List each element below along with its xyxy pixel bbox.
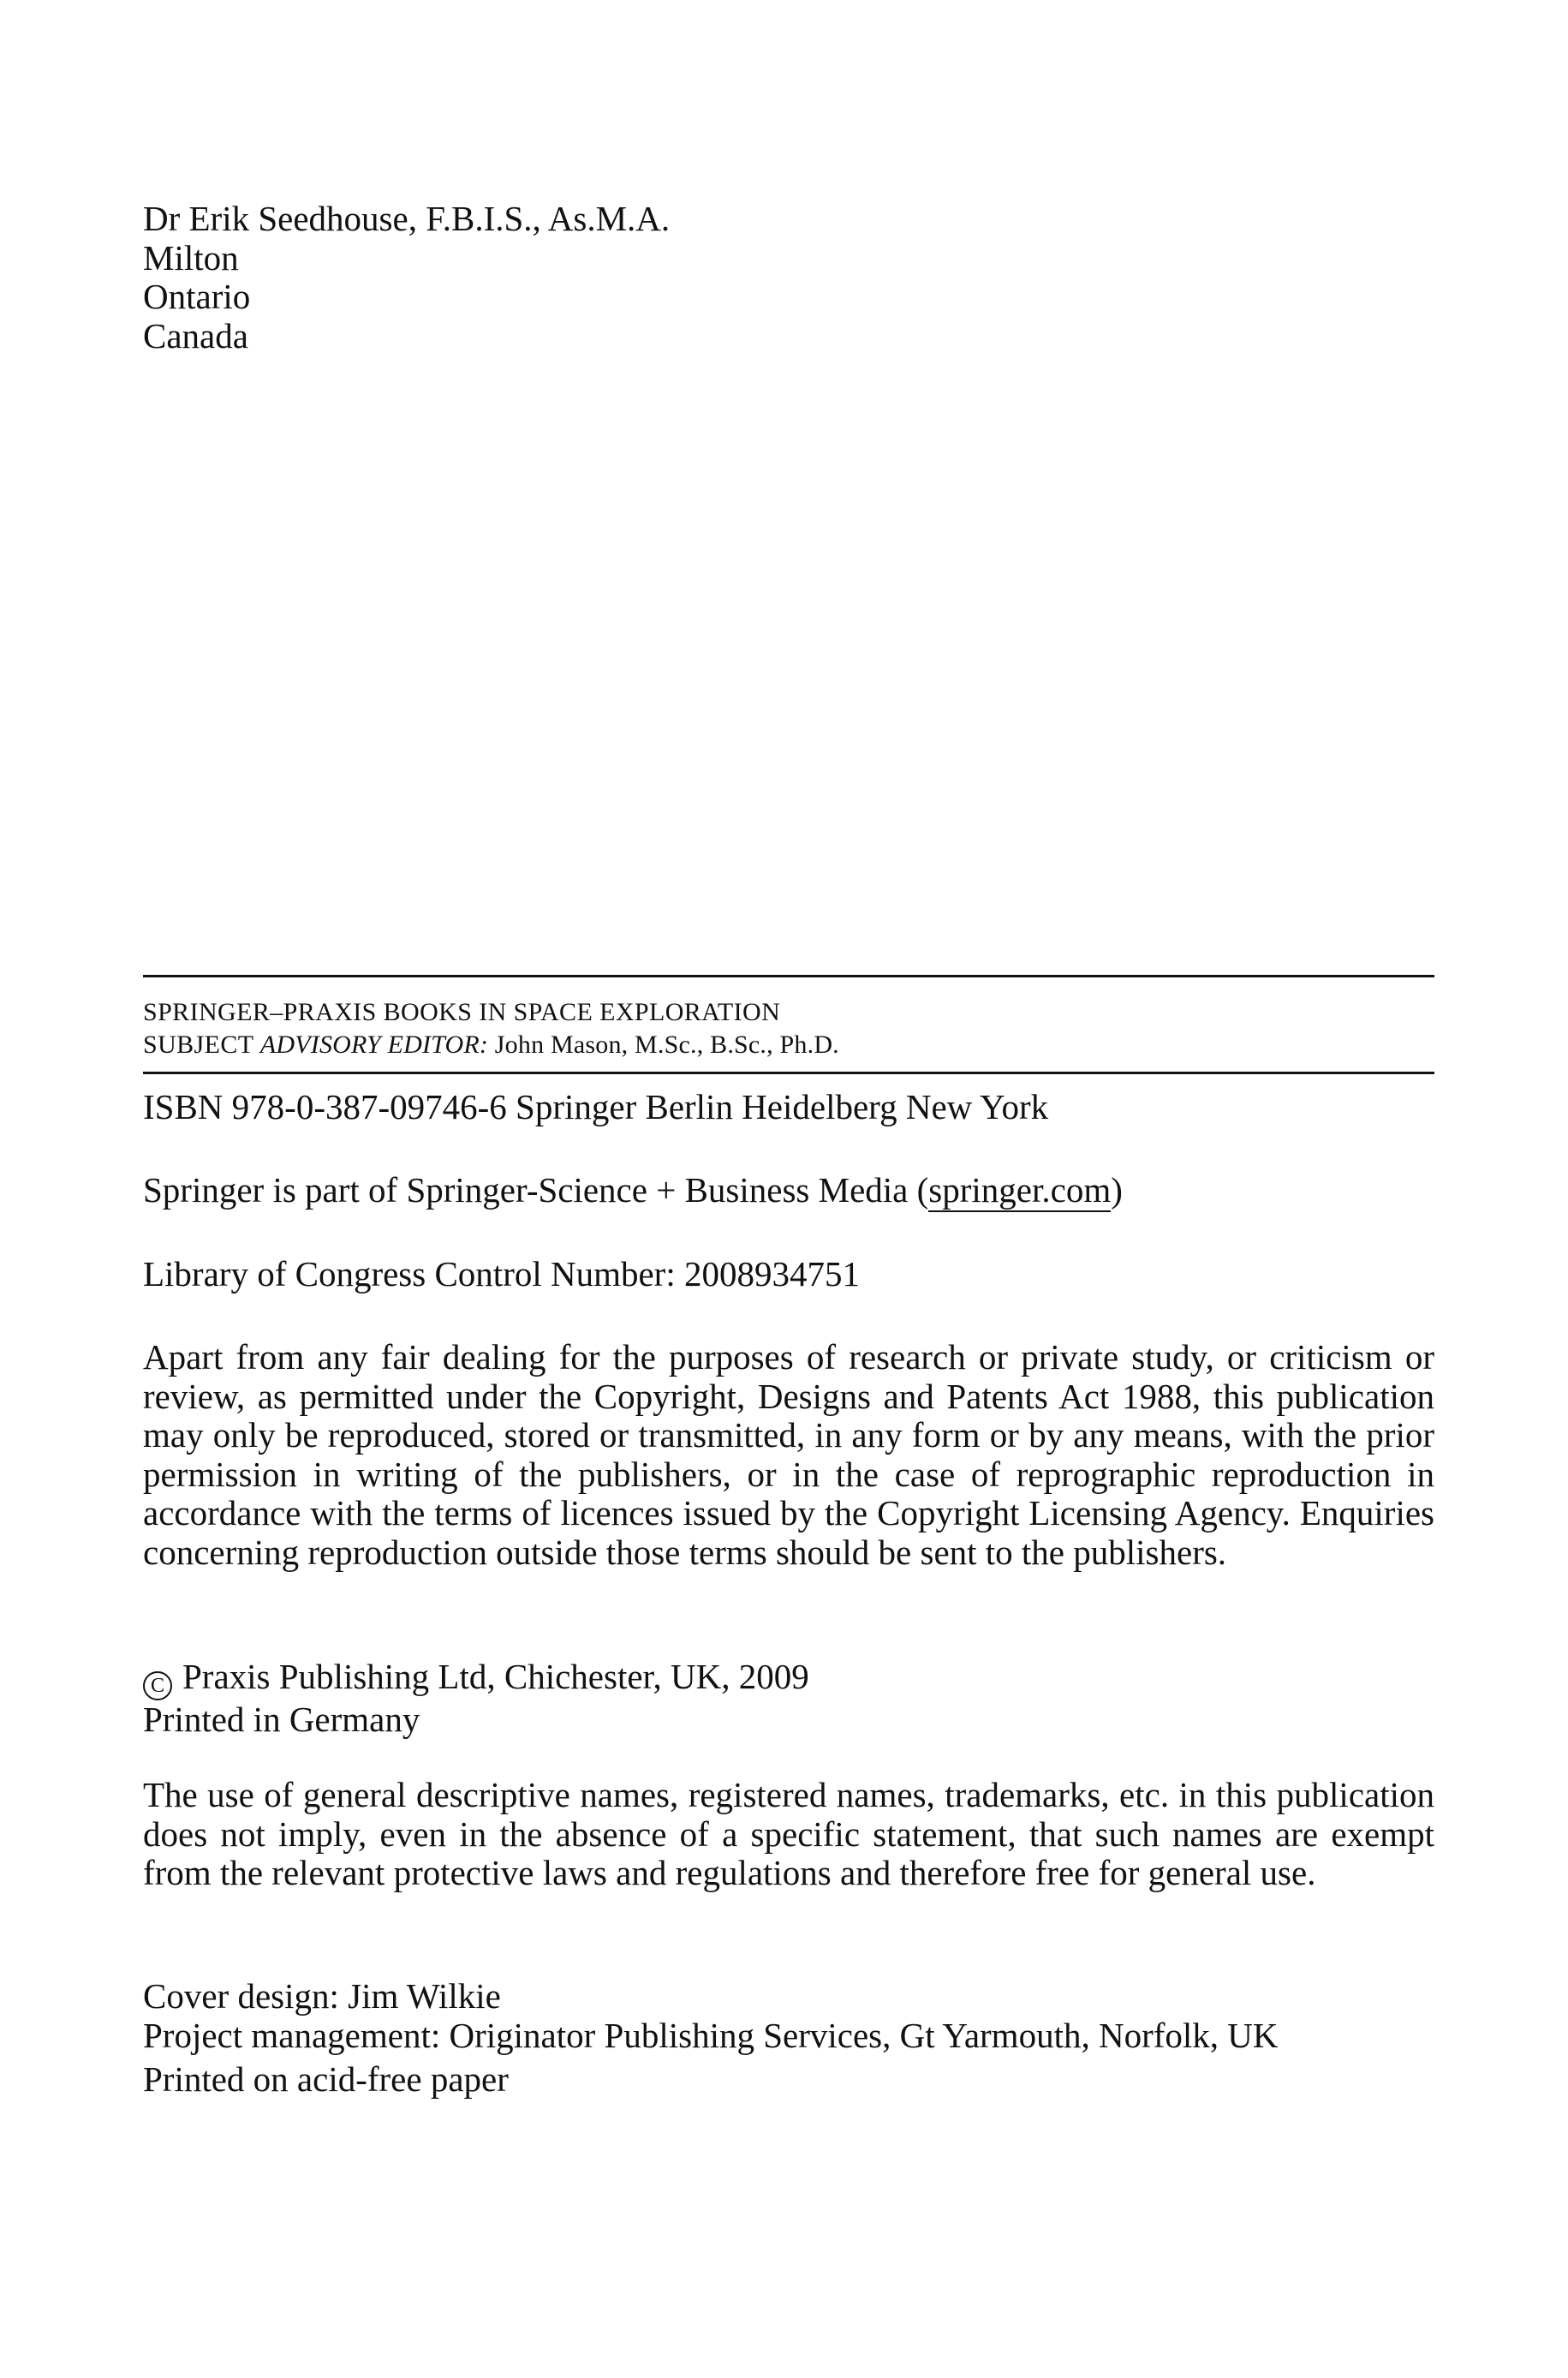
cover-design-credit: Cover design: Jim Wilkie <box>143 1976 501 2016</box>
series-block <box>143 996 1434 1061</box>
series-top-rule <box>143 975 1434 977</box>
author-block <box>143 200 1434 356</box>
copyright-page <box>143 0 1434 2378</box>
project-management-credit: Project management: Originator Publishing Services, Gt Yarmouth, Norfolk, UK <box>143 2015 1279 2055</box>
copyright-line <box>143 1658 1434 1700</box>
disclaimer-paragraph: The use of general descriptive names, registered names, trademarks, etc. in this publication does not imply, even in the absence of a specific statement, that such names are exempt from the relevant protective laws and regulations and therefore free for general use. <box>143 1775 1434 1892</box>
series-editor-line <box>143 1029 1434 1061</box>
loc-control-number: Library of Congress Control Number: 2008934751 <box>143 1254 860 1294</box>
isbn-line: ISBN 978-0-387-09746-6 Springer Berlin Heidelberg New York <box>143 1087 1049 1126</box>
springer-close-paren: ) <box>1111 1170 1123 1210</box>
author-province: Ontario <box>143 277 251 316</box>
author-country: Canada <box>143 315 248 356</box>
copyright-text: Praxis Publishing Ltd, Chichester, UK, 2009 <box>182 1657 809 1696</box>
printed-in-line: Printed in Germany <box>143 1700 420 1739</box>
series-title: SPRINGER–PRAXIS BOOKS IN SPACE EXPLORATION <box>143 998 781 1026</box>
copyright-icon: C <box>143 1671 172 1700</box>
credits-block <box>143 1977 1434 2055</box>
series-bottom-rule <box>143 1072 1434 1074</box>
acid-free-paper-note: Printed on acid-free paper <box>143 2059 509 2099</box>
author-name: Dr Erik Seedhouse, F.B.I.S., As.M.A. <box>143 199 671 238</box>
springer-line <box>143 1171 1434 1210</box>
author-city: Milton <box>143 237 239 278</box>
series-editor-label: ADVISORY EDITOR: <box>259 1031 489 1059</box>
springer-text: Springer is part of Springer-Science + Business Media ( <box>143 1170 929 1210</box>
copyright-block <box>143 1658 1434 1740</box>
series-editor-name: John Mason, M.Sc., B.Sc., Ph.D. <box>488 1031 839 1059</box>
springer-link[interactable]: springer.com <box>928 1170 1111 1212</box>
series-subject-prefix: SUBJECT <box>143 1031 260 1059</box>
rights-paragraph: Apart from any fair dealing for the purposes of research or private study, or criticism or review, as permitted under the Copyright, Designs and Patents Act 1988, this publication may only be reproduced, stored or transmitted, in any form or by any means, with the prior permission in writing of the publishers, or in the case of reprographic reproduction in accordance with the terms of licences issued by the Copyright Licensing Agency. Enquiries concerning reproduction outside those terms should be sent to the publishers. <box>143 1337 1434 1572</box>
